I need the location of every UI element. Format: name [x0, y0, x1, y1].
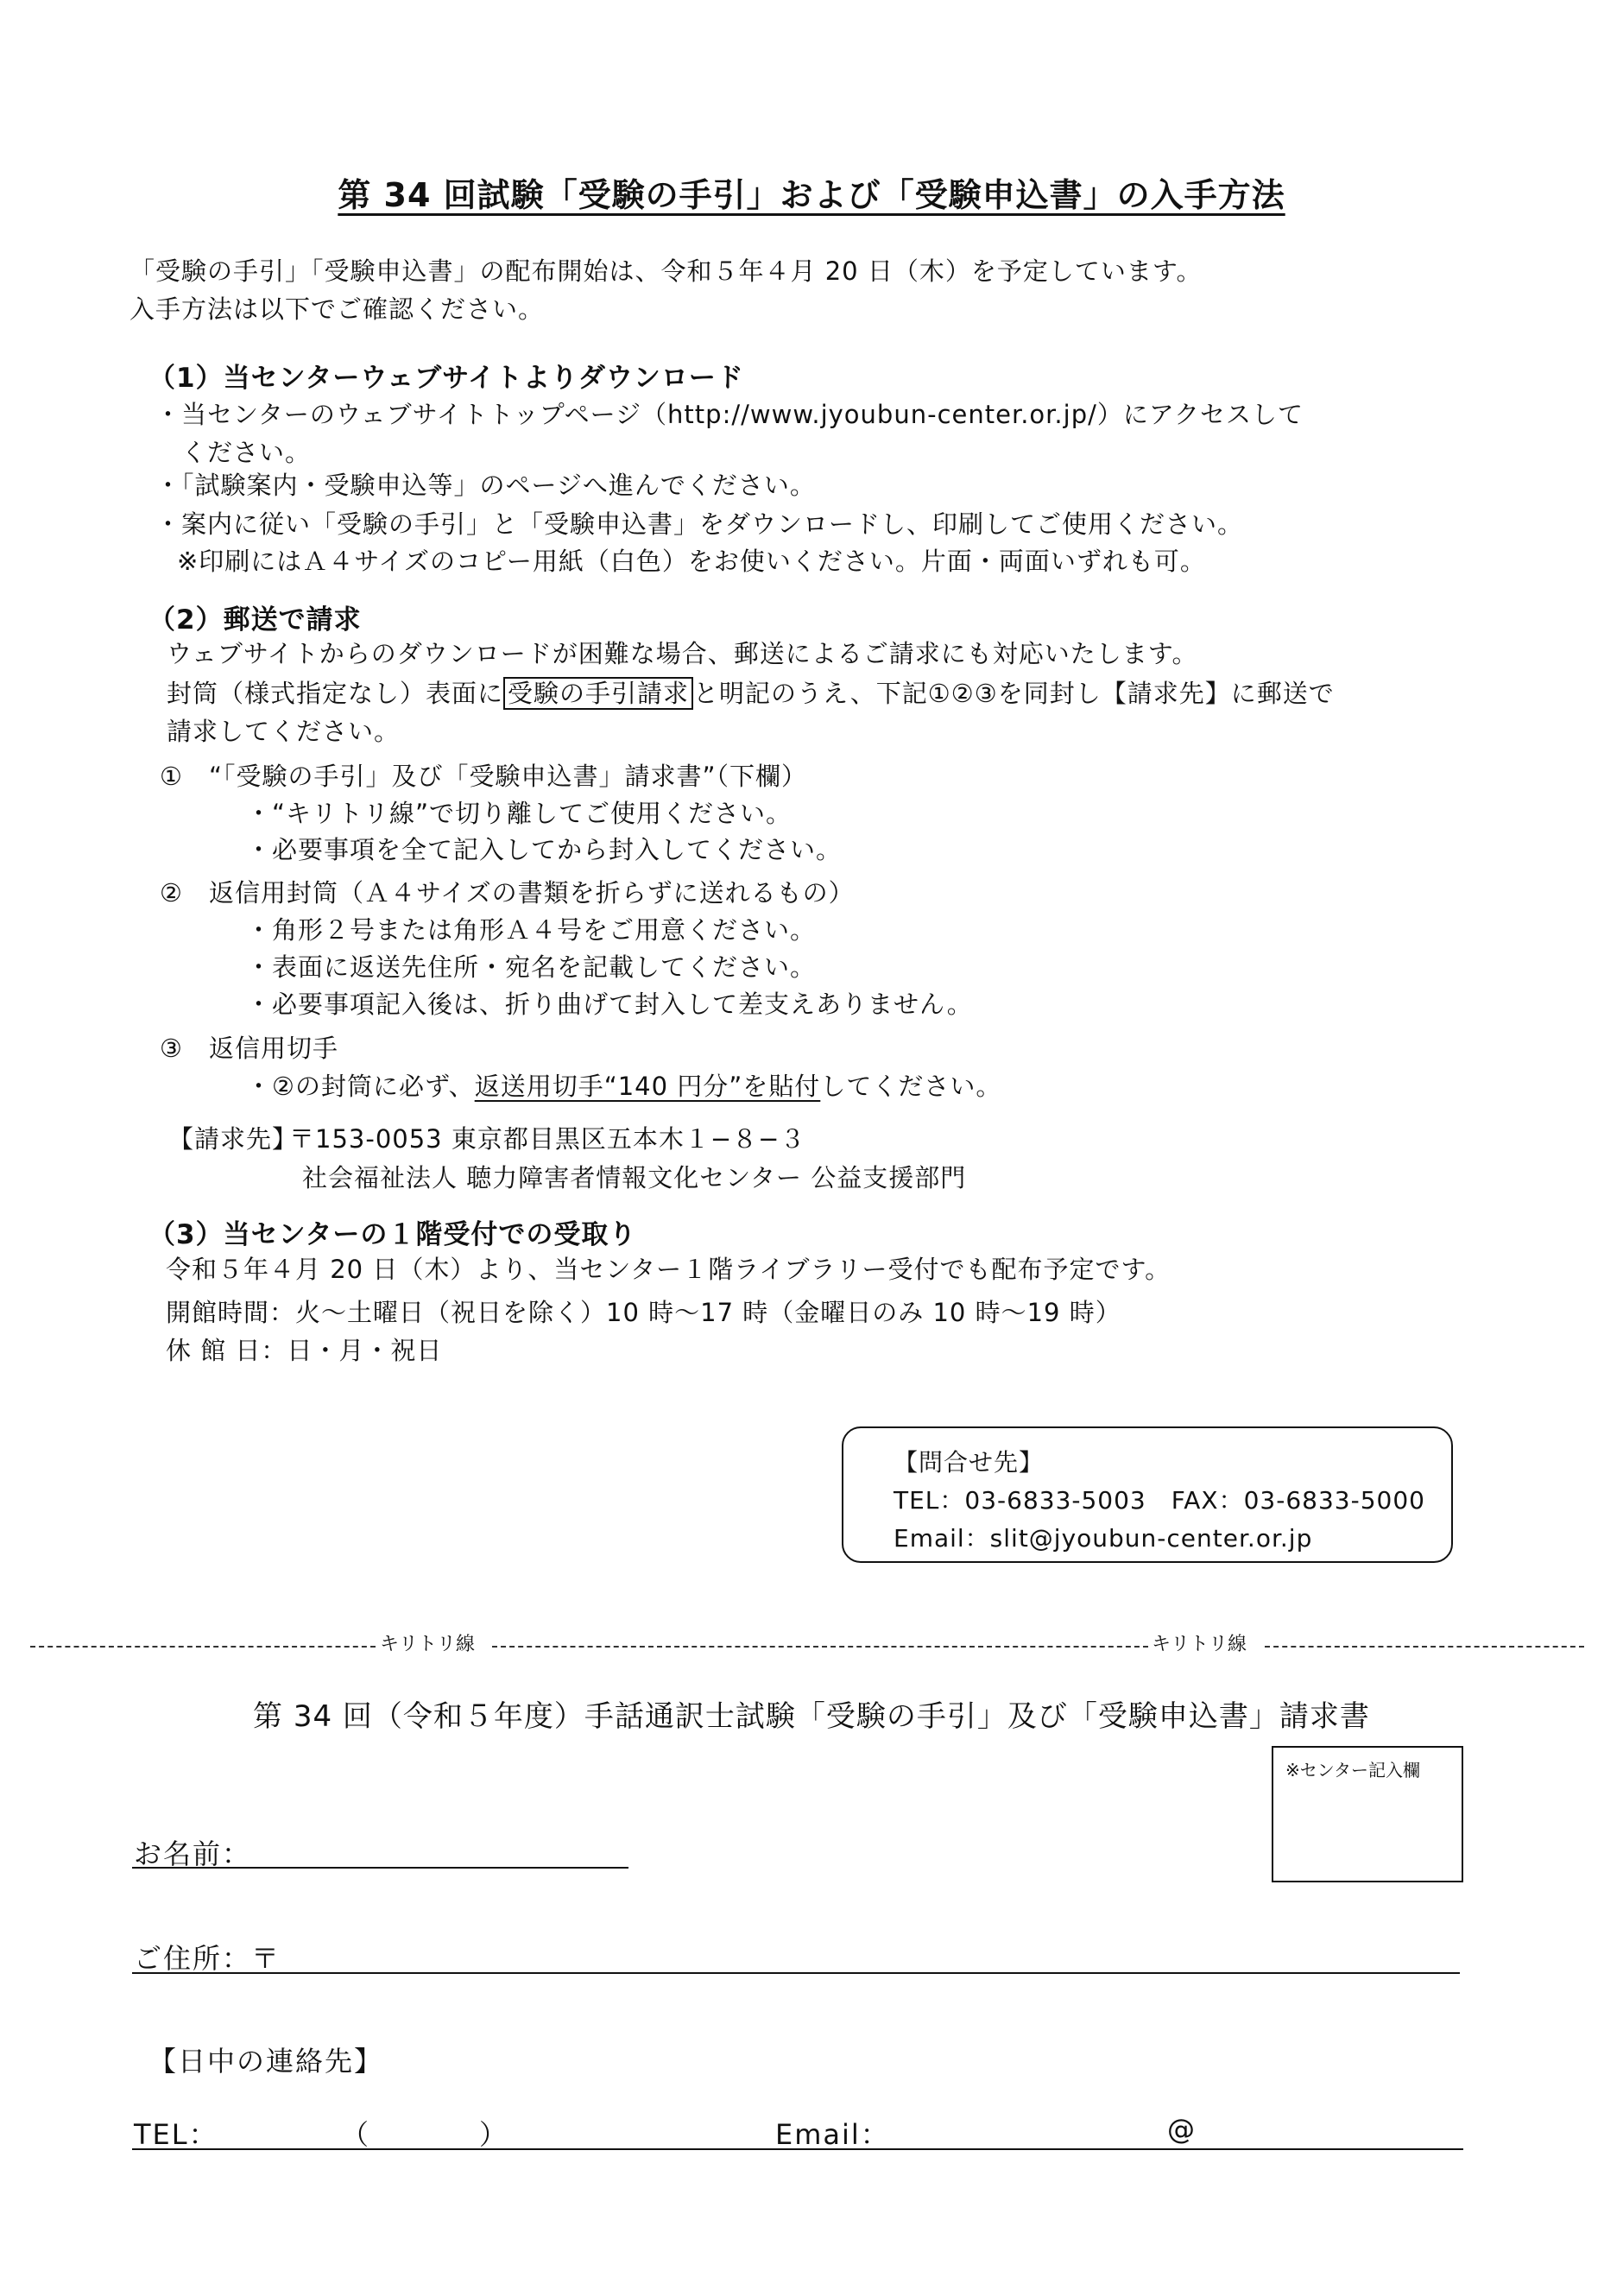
intro-line-2: 入手方法は以下でご確認ください。 — [129, 294, 545, 324]
tel-email-field[interactable] — [132, 2148, 1463, 2150]
contact-heading: 【問合せ先】 — [894, 1448, 1045, 1477]
closed-days: 休 館 日：日・月・祝日 — [166, 1336, 443, 1365]
section-3-line: 令和５年４月 20 日（木）より、当センター１階ライブラリー受付でも配布予定です。 — [166, 1255, 1171, 1284]
section-2-line-2-post: と明記のうえ、下記①②③を同封し【請求先】に郵送で — [693, 679, 1335, 708]
section-1-line: ください。 — [181, 438, 312, 467]
item-2-sub: ・必要事項記入後は、折り曲げて封入して差支えありません。 — [246, 990, 973, 1019]
contact-tel-fax: TEL：03-6833-5003 FAX：03-6833-5000 — [894, 1486, 1425, 1515]
destination-organization: 社会福祉法人 聴力障害者情報文化センター 公益支援部門 — [302, 1163, 967, 1192]
section-1-heading: （1）当センターウェブサイトよりダウンロード — [148, 363, 744, 394]
address-label: ご住所：〒 — [134, 1942, 281, 1975]
item-1-heading: ① “「受験の手引」及び「受験申込書」請求書”（下欄） — [160, 762, 808, 791]
cut-line — [492, 1646, 1148, 1648]
page-title: 第 34 回試験「受験の手引」および「受験申込書」の入手方法 — [338, 176, 1285, 214]
destination-label: 【請求先】 — [168, 1124, 299, 1154]
boxed-request-text: 受験の手引請求 — [503, 677, 693, 710]
item-1-sub: ・必要事項を全て記入してから封入してください。 — [246, 835, 843, 864]
intro-line-1: 「受験の手引」「受験申込書」の配布開始は、令和５年４月 20 日（木）を予定しています。 — [129, 256, 1203, 286]
section-2-line-1: ウェブサイトからのダウンロードが困難な場合、郵送によるご請求にも対応いたします。 — [167, 639, 1198, 668]
item-3-heading: ③ 返信用切手 — [160, 1034, 338, 1063]
destination-address: 〒153-0053 東京都目黒区五本木１−８−３ — [289, 1124, 806, 1154]
cut-line — [30, 1646, 376, 1648]
item-3-sub — [246, 1067, 1001, 1105]
center-use-box — [1272, 1746, 1463, 1882]
stamp-requirement: 返送用切手“140 円分”を貼付 — [474, 1072, 821, 1101]
section-3-heading: （3）当センターの１階受付での受取り — [148, 1219, 637, 1250]
section-1-line: ・「試験案内・受験申込等」のページへ進んでください。 — [155, 471, 816, 500]
name-label: お名前： — [134, 1837, 252, 1870]
center-use-label: ※センター記入欄 — [1285, 1760, 1420, 1781]
address-field[interactable] — [132, 1972, 1460, 1974]
section-2-line-2 — [167, 674, 1335, 712]
section-2-line-3: 請求してください。 — [167, 717, 401, 746]
section-1-line: ・当センターのウェブサイトトップページ（http://www.jyoubun-center.or.jp/）にアクセスして — [155, 400, 1304, 429]
cut-line — [1265, 1646, 1584, 1648]
item-3-sub-post: してください。 — [820, 1072, 1002, 1101]
cut-line-label: キリトリ線 — [1148, 1629, 1250, 1656]
section-2-heading: （2）郵送で請求 — [148, 604, 362, 636]
item-3-sub-pre: ・②の封筒に必ず、 — [246, 1072, 475, 1101]
section-1-note: ※印刷にはＡ４サイズのコピー用紙（白色）をお使いください。片面・両面いずれも可。 — [177, 547, 1206, 576]
section-1-line: ・案内に従い「受験の手引」と「受験申込書」をダウンロードし、印刷してご使用ください。 — [155, 509, 1244, 539]
at-mark: @ — [1167, 2113, 1197, 2146]
form-title: 第 34 回（令和５年度）手話通訳士試験「受験の手引」及び「受験申込書」請求書 — [253, 1699, 1370, 1734]
name-field[interactable] — [132, 1867, 628, 1869]
tel-paren-close: ） — [479, 2118, 509, 2151]
contact-box — [842, 1426, 1453, 1563]
email-label: Email： — [775, 2118, 890, 2151]
tel-label: TEL： — [134, 2118, 218, 2151]
cut-line-label: キリトリ線 — [376, 1629, 478, 1656]
item-1-sub: ・“キリトリ線”で切り離してご使用ください。 — [246, 799, 793, 828]
item-2-sub: ・角形２号または角形Ａ４号をご用意ください。 — [246, 915, 817, 945]
section-2-line-2-pre: 封筒（様式指定なし）表面に — [167, 679, 504, 708]
opening-hours: 開館時間：火〜土曜日（祝日を除く）10 時〜17 時（金曜日のみ 10 時〜19 時） — [166, 1298, 1121, 1327]
item-2-heading: ② 返信用封筒（Ａ４サイズの書類を折らずに送れるもの） — [160, 878, 855, 908]
contact-email: Email：slit@jyoubun-center.or.jp — [894, 1524, 1313, 1553]
tel-paren-open: （ — [341, 2118, 371, 2151]
item-2-sub: ・表面に返送先住所・宛名を記載してください。 — [246, 952, 817, 982]
daytime-contact-label: 【日中の連絡先】 — [148, 2045, 384, 2078]
